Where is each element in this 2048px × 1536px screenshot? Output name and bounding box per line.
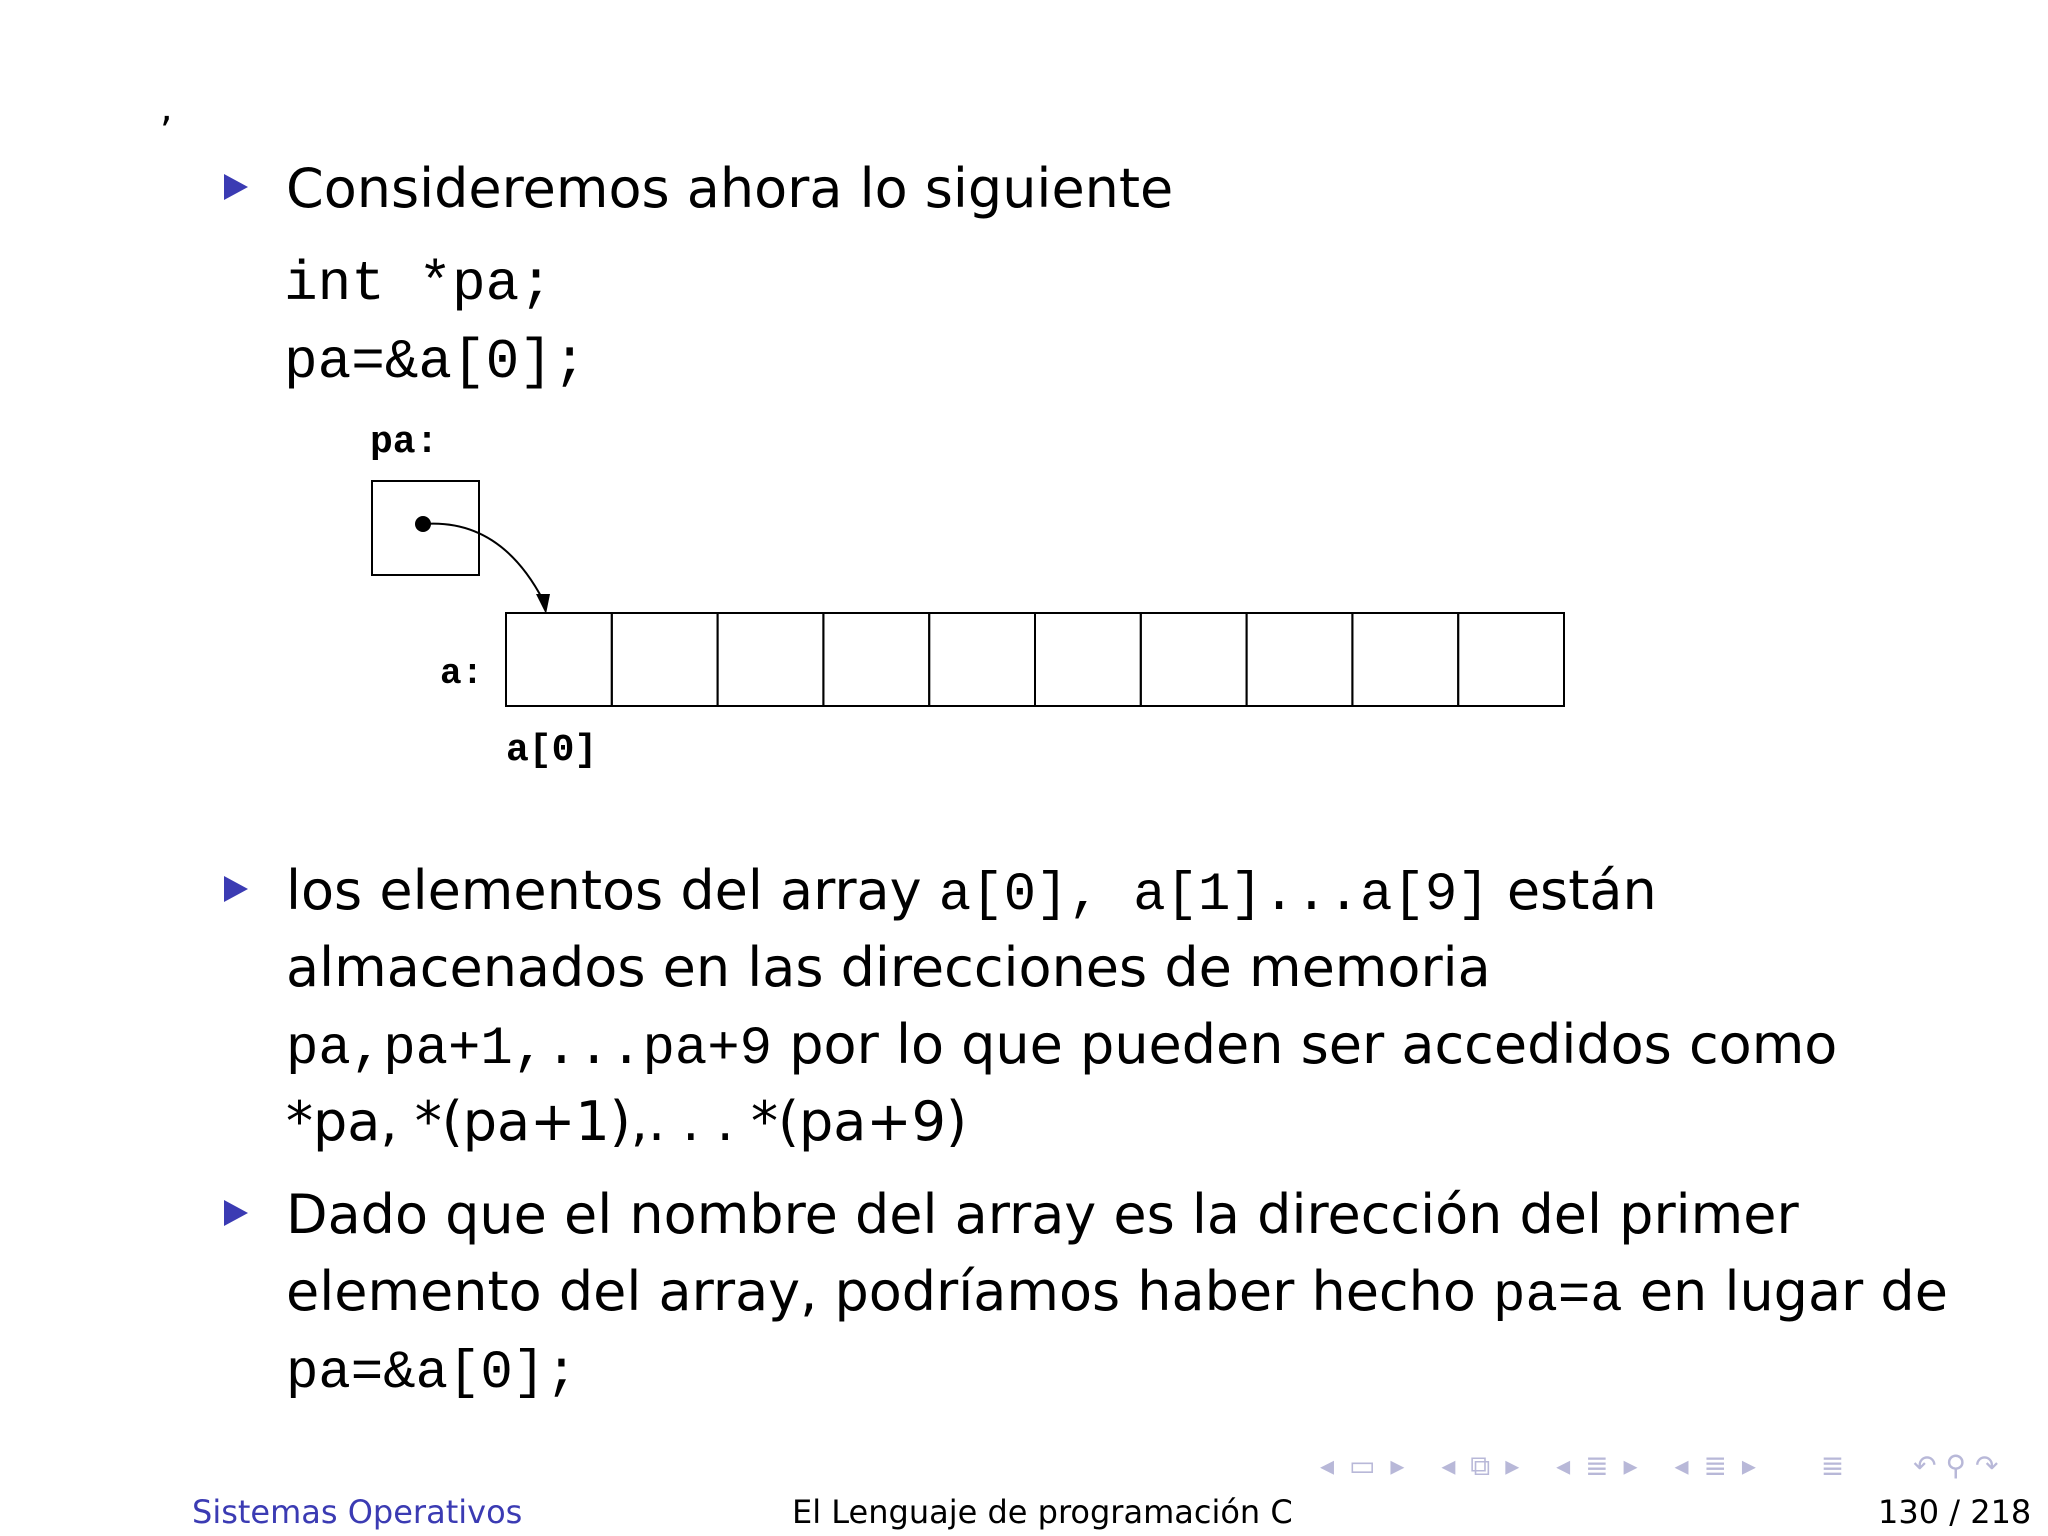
array-cell-6: [1141, 613, 1247, 706]
pointer-arrowhead: [536, 594, 550, 614]
toc-prev-icon[interactable]: ◂: [1674, 1449, 1689, 1482]
subsection-next-icon[interactable]: ▸: [1505, 1449, 1520, 1482]
array-cell-8: [1352, 613, 1458, 706]
array-cell-0: [506, 613, 612, 706]
a0-label: a[0]: [506, 729, 598, 772]
bullet-3-marker: [224, 1200, 248, 1226]
toc-next-icon[interactable]: ▸: [1741, 1449, 1756, 1482]
section-next-icon[interactable]: ▸: [1623, 1449, 1638, 1482]
search-back-icon[interactable]: ↶: [1913, 1449, 1937, 1482]
toc-icon[interactable]: ≣: [1703, 1449, 1727, 1482]
array-cell-4: [929, 613, 1035, 706]
bullet-2-line-2: almacenados en las direcciones de memoria: [286, 936, 1491, 999]
bullet-2-line-4: *pa, *(pa+1),. . . *(pa+9): [286, 1090, 968, 1153]
bullet-3-line-2-post: en lugar de: [1622, 1260, 1948, 1323]
bullet-2-line-1: [286, 852, 1657, 935]
search-icon[interactable]: ⚲: [1945, 1449, 1967, 1482]
bullet-3-line-3: [286, 1330, 578, 1413]
array-cell-9: [1458, 613, 1564, 706]
array-cell-7: [1247, 613, 1353, 706]
bullet-3-line-2-code: pa=a: [1493, 1266, 1623, 1327]
footer-left: Sistemas Operativos: [192, 1493, 523, 1531]
bullet-2-line-1-pre: los elementos del array: [286, 859, 939, 922]
pa-label: pa:: [370, 421, 439, 464]
code-line-1: int *pa;: [284, 252, 553, 316]
bullet-3-line-3-code: pa=&a[0];: [286, 1343, 578, 1404]
array-cell-1: [612, 613, 718, 706]
pointer-arrow: [423, 524, 543, 600]
bullet-2-line-3: [286, 1006, 1837, 1089]
section-prev-icon[interactable]: ◂: [1556, 1449, 1571, 1482]
bullet-2-line-3-post: por lo que pueden ser accedidos como: [772, 1013, 1838, 1076]
section-icon[interactable]: ≣: [1585, 1449, 1609, 1482]
stray-mark: ,: [160, 85, 173, 131]
array-cell-3: [823, 613, 929, 706]
array-cell-2: [718, 613, 824, 706]
footer-center: El Lenguaje de programación C: [792, 1493, 1293, 1531]
bullet-3-line-2: [286, 1253, 1948, 1336]
array-cells: [506, 613, 1564, 706]
search-forward-icon[interactable]: ↷: [1974, 1449, 1999, 1482]
bullet-1-text: Consideremos ahora lo siguiente: [286, 157, 1174, 220]
bullet-2-line-1-post: están: [1489, 859, 1657, 922]
code-line-2: pa=&a[0];: [284, 330, 587, 394]
frame-icon[interactable]: ▭: [1348, 1449, 1376, 1482]
subsection-icon[interactable]: ⧉: [1470, 1449, 1491, 1482]
footer-page-number: 130 / 218: [1878, 1493, 2032, 1531]
bullet-3-line-2-pre: elemento del array, podríamos haber hecho: [286, 1260, 1494, 1323]
appendix-icon[interactable]: ≣: [1820, 1449, 1845, 1482]
subsection-prev-icon[interactable]: ◂: [1441, 1449, 1456, 1482]
frame-next-icon[interactable]: ▸: [1390, 1449, 1405, 1482]
bullet-2-line-1-code: a[0], a[1]...a[9]: [938, 865, 1490, 926]
a-label: a:: [440, 653, 484, 694]
bullet-3-line-1: Dado que el nombre del array es la dirección del primer: [286, 1183, 1799, 1246]
bullet-2-marker: [224, 876, 248, 902]
frame-prev-icon[interactable]: ◂: [1320, 1449, 1335, 1482]
bullet-2-line-3-code: pa,pa+1,...pa+9: [286, 1019, 773, 1080]
array-cell-5: [1035, 613, 1141, 706]
navigation-bar: [1320, 1448, 1998, 1484]
